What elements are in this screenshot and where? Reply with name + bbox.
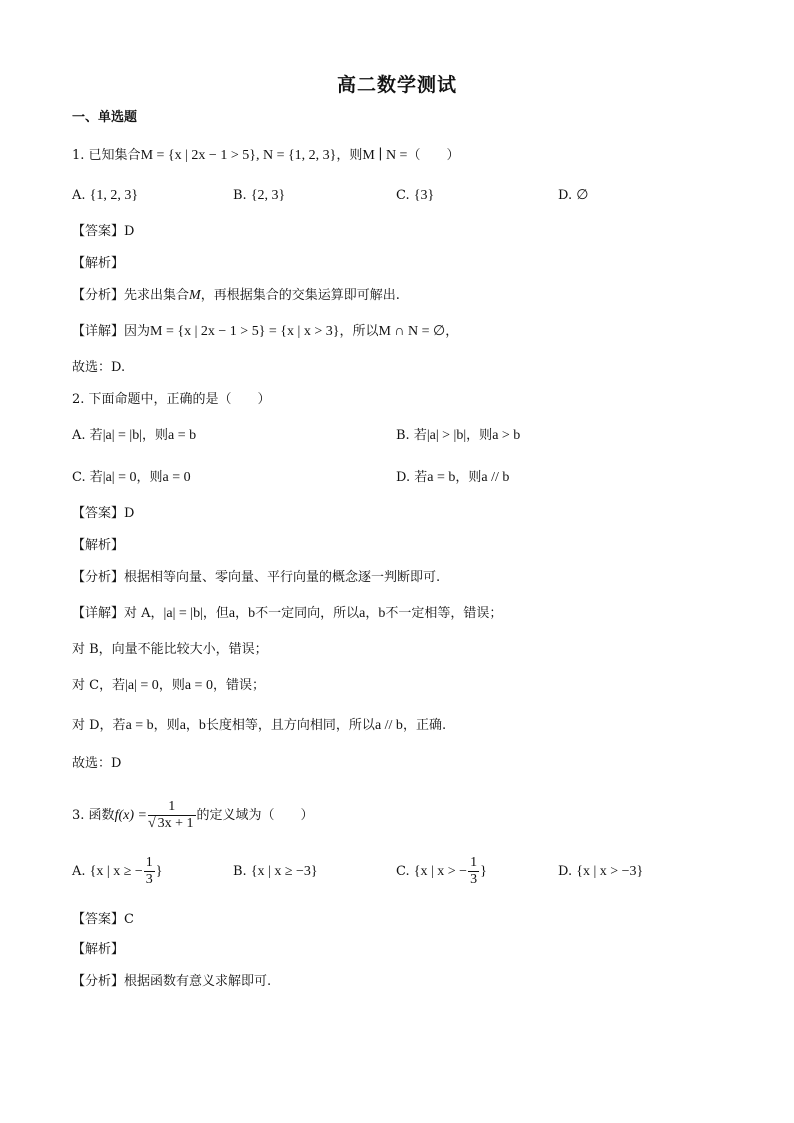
math-expression: |a| = 0: [125, 678, 159, 693]
option-label: A.: [72, 864, 86, 879]
math-expression: b: [248, 606, 256, 621]
math-expression: M: [189, 288, 201, 303]
detail-tag: 【详解】: [72, 324, 125, 339]
fenxi-tag: 【分析】: [72, 974, 125, 989]
option-text: ，则: [455, 470, 482, 485]
math-expression: M ∣ N =: [362, 148, 408, 163]
option-label: B.: [233, 188, 247, 203]
fenxi-line: [72, 568, 734, 588]
math-expression: |a| > |b|: [426, 428, 467, 443]
detail-text: ，: [445, 324, 459, 339]
math-expression: M = {x | 2x − 1 > 5} = {x | x > 3}: [150, 324, 340, 339]
analysis-tag: 【解析】: [72, 256, 125, 271]
page-title: 高二数学测试: [336, 74, 457, 96]
option-d: [558, 186, 588, 206]
fraction: [468, 855, 479, 888]
fraction-denominator: 3: [470, 872, 478, 887]
math-expression: a // b: [374, 718, 403, 733]
detail-line-d: [72, 716, 734, 736]
detail-text: ，: [185, 718, 199, 733]
question-text: 函数: [88, 808, 115, 823]
option-c: [72, 468, 191, 488]
option-label: D.: [396, 470, 411, 485]
fenxi-line: [72, 972, 734, 992]
question-2-options-row2: [72, 468, 734, 488]
question-text: 已知集合: [88, 148, 141, 163]
option-text: 若: [413, 428, 427, 443]
detail-text: 长度相等，且方向相同，所以: [205, 718, 375, 733]
option-value: ∅: [576, 188, 589, 203]
option-text: ，则: [136, 470, 163, 485]
fenxi-line: [72, 286, 734, 306]
analysis-heading: [72, 536, 734, 556]
detail-text: ，: [235, 606, 249, 621]
question-3-options: [72, 852, 734, 892]
question-2-options-row1: [72, 426, 734, 446]
fraction-numerator: 1: [145, 855, 153, 870]
sqrt-radicand: 3x + 1: [157, 816, 194, 831]
conclusion-line: 故选：D: [72, 756, 122, 771]
detail-text: ，所以: [339, 324, 379, 339]
detail-text: ，正确.: [402, 718, 447, 733]
question-1-options: [72, 186, 734, 206]
math-expression: a = b: [125, 718, 154, 733]
option-b: [396, 426, 520, 446]
question-number: 3.: [72, 808, 85, 823]
question-3-stem: [72, 796, 734, 836]
option-text: 若: [89, 470, 103, 485]
option-text: 若: [89, 428, 103, 443]
answer-line: [72, 910, 734, 930]
fraction: [144, 855, 155, 888]
answer-value: C: [124, 912, 134, 927]
option-label: D.: [558, 188, 573, 203]
detail-line-b: 对 B，向量不能比较大小，错误；: [72, 642, 268, 657]
math-expression: |a| = |b|: [102, 428, 143, 443]
section-heading: 一、单选题: [72, 110, 138, 125]
detail-text: ，错误；: [212, 678, 265, 693]
detail-text: 对 A，: [124, 606, 164, 621]
option-value: {x | x ≥ −: [89, 864, 143, 879]
detail-text: ，: [365, 606, 379, 621]
fraction-numerator: 1: [148, 799, 196, 816]
detail-text: 因为: [124, 324, 151, 339]
detail-tag: 【详解】: [72, 606, 125, 621]
answer-tag: 【答案】: [72, 224, 125, 239]
option-label: A.: [72, 428, 86, 443]
math-expression: , N = {1, 2, 3}: [255, 148, 337, 163]
option-value: {x | x > −3}: [576, 864, 644, 879]
option-value: {x | x > −: [413, 864, 468, 879]
option-b: [233, 852, 318, 892]
fenxi-text: ，再根据集合的交集运算即可解出.: [200, 288, 400, 303]
answer-line: [72, 504, 734, 524]
detail-text: ，则: [153, 718, 180, 733]
option-value: {2, 3}: [250, 188, 286, 203]
option-d: [558, 852, 643, 892]
option-text: ，则: [142, 428, 169, 443]
conclusion-line: 故选：D.: [72, 360, 126, 375]
detail-text: 不一定同向，所以: [255, 606, 360, 621]
answer-value: D: [124, 506, 135, 521]
option-label: B.: [396, 428, 410, 443]
question-1-stem: [72, 146, 734, 166]
detail-line-c: [72, 676, 734, 696]
answer-tag: 【答案】: [72, 912, 125, 927]
analysis-tag: 【解析】: [72, 538, 125, 553]
option-label: C.: [396, 864, 410, 879]
math-expression: f(x) =: [114, 808, 147, 823]
option-value: {3}: [413, 188, 435, 203]
option-label: C.: [72, 470, 86, 485]
answer-value: D: [124, 224, 135, 239]
analysis-tag: 【解析】: [72, 942, 125, 957]
question-number: 2.: [72, 392, 85, 407]
math-expression: a = b: [168, 428, 197, 443]
analysis-heading: [72, 254, 734, 274]
math-expression: M ∩ N = ∅: [378, 324, 446, 339]
option-c: [396, 852, 487, 892]
option-a: [72, 852, 163, 892]
math-expression: a = 0: [162, 470, 191, 485]
detail-text: 对 C，若: [72, 678, 126, 693]
answer-line: [72, 222, 734, 242]
fraction-denominator: √ 3x + 1: [147, 816, 194, 831]
option-value: {x | x ≥ −3}: [250, 864, 318, 879]
option-label: C.: [396, 188, 410, 203]
question-text: ，则: [336, 148, 363, 163]
question-2-stem: [72, 390, 734, 410]
answer-paren: （ ）: [407, 148, 460, 163]
math-expression: b: [378, 606, 386, 621]
option-value: }: [155, 864, 163, 879]
detail-line-a: [72, 604, 734, 624]
option-label: A.: [72, 188, 86, 203]
fenxi-tag: 【分析】: [72, 288, 125, 303]
option-label: D.: [558, 864, 573, 879]
fenxi-text: 根据函数有意义求解即可.: [124, 974, 272, 989]
option-a: [72, 426, 196, 446]
math-expression: a // b: [481, 470, 510, 485]
detail-text: 对 D，若: [72, 718, 126, 733]
option-text: 若: [414, 470, 428, 485]
analysis-heading: [72, 940, 734, 960]
math-expression: a: [179, 718, 186, 733]
math-expression: a = b: [427, 470, 456, 485]
option-value: {1, 2, 3}: [89, 188, 139, 203]
option-d: [396, 468, 509, 488]
fenxi-text: 先求出集合: [124, 288, 190, 303]
detail-text: ，但: [202, 606, 229, 621]
answer-tag: 【答案】: [72, 506, 125, 521]
option-text: ，则: [466, 428, 493, 443]
option-label: B.: [233, 864, 247, 879]
detail-text: 不一定相等，错误；: [385, 606, 503, 621]
question-text: 下面命题中，正确的是（ ）: [88, 392, 271, 407]
math-expression: b: [198, 718, 206, 733]
detail-line: [72, 322, 734, 342]
fenxi-text: 根据相等向量、零向量、平行向量的概念逐一判断即可.: [124, 570, 441, 585]
question-number: 1.: [72, 148, 85, 163]
math-expression: M = {x | 2x − 1 > 5}: [140, 148, 256, 163]
fenxi-tag: 【分析】: [72, 570, 125, 585]
option-b: [233, 186, 285, 206]
math-expression: |a| = 0: [102, 470, 137, 485]
detail-text: ，则: [158, 678, 185, 693]
option-a: [72, 186, 138, 206]
fraction-denominator: 3: [145, 872, 153, 887]
fraction-numerator: 1: [470, 855, 478, 870]
math-expression: a = 0: [184, 678, 213, 693]
fraction: [148, 799, 196, 832]
math-expression: a: [359, 606, 366, 621]
math-expression: a: [228, 606, 236, 621]
question-text: 的定义域为（ ）: [196, 808, 314, 823]
math-expression: |a| = |b|: [163, 606, 203, 621]
math-expression: a > b: [492, 428, 521, 443]
option-c: [396, 186, 434, 206]
option-value: }: [480, 864, 487, 879]
